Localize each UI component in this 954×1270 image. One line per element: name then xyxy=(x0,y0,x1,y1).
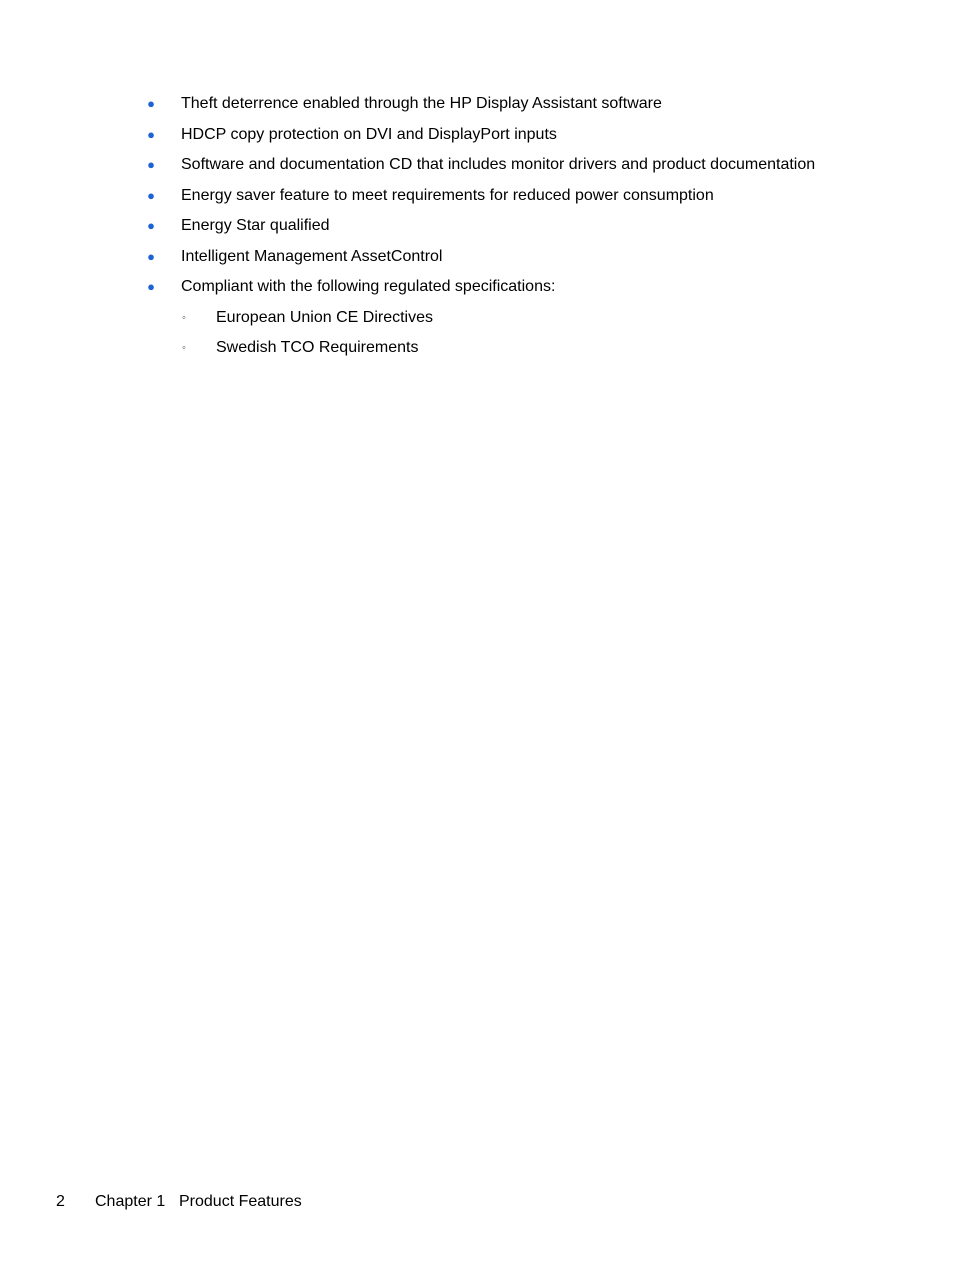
list-item-text: Intelligent Management AssetControl xyxy=(181,247,443,265)
sub-bullet-icon: ◦ xyxy=(182,342,186,354)
list-item xyxy=(0,150,954,181)
bullet-icon: ● xyxy=(147,126,155,142)
page-number: 2 xyxy=(56,1193,65,1210)
sub-bullet-icon: ◦ xyxy=(182,311,186,324)
list-item xyxy=(0,242,954,273)
list-item xyxy=(0,181,954,212)
list-item-text: Compliant with the following regulated specifications: xyxy=(181,278,556,295)
list-item xyxy=(0,89,954,120)
list-item-text: HDCP copy protection on DVI and DisplayPort inputs xyxy=(181,125,557,143)
chapter-title: Product Features xyxy=(179,1193,302,1210)
list-item-text: Software and documentation CD that includes monitor drivers and product documentation xyxy=(181,156,816,173)
chapter-label: Chapter 1 xyxy=(95,1193,166,1210)
bullet-icon: ● xyxy=(147,157,155,172)
bullet-icon: ● xyxy=(147,187,155,203)
page-footer xyxy=(0,1191,954,1213)
list-item-text: Energy Star qualified xyxy=(181,217,330,234)
sub-list-item xyxy=(0,333,954,364)
bullet-icon: ● xyxy=(147,279,155,294)
bullet-icon: ● xyxy=(147,218,155,233)
list-item xyxy=(0,120,954,151)
list-item xyxy=(0,211,954,242)
list-item-text: Theft deterrence enabled through the HP Display Assistant software xyxy=(181,95,662,112)
bullet-icon: ● xyxy=(147,96,155,111)
sub-list-item-text: Swedish TCO Requirements xyxy=(216,339,419,356)
sub-list-item xyxy=(0,303,954,334)
list-item xyxy=(0,272,954,303)
bullet-icon: ● xyxy=(147,248,155,264)
feature-list xyxy=(0,89,954,364)
sub-list-item-text: European Union CE Directives xyxy=(216,308,433,326)
list-item-text: Energy saver feature to meet requirements for reduced power consumption xyxy=(181,186,714,204)
